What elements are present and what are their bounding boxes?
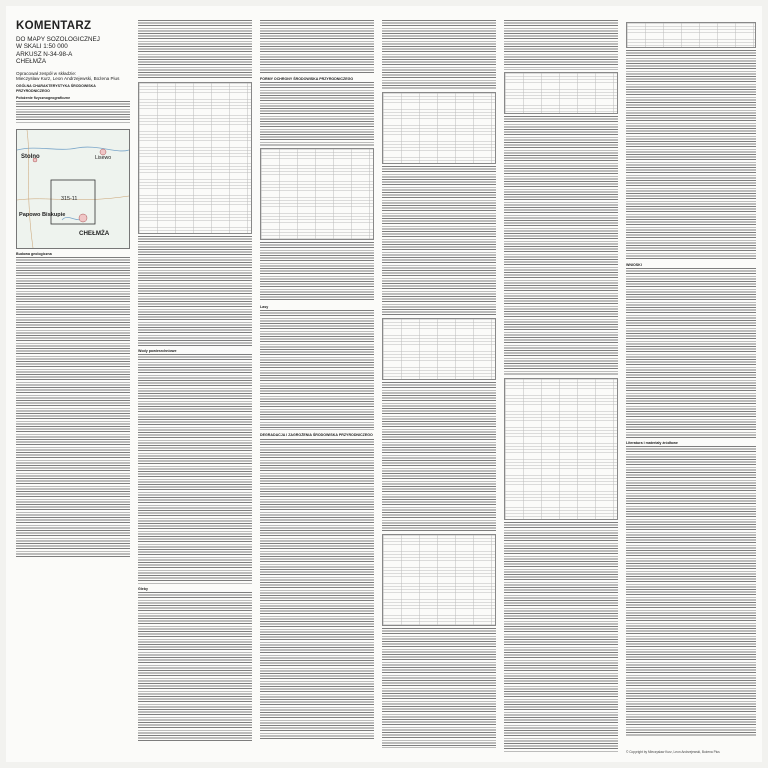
data-table: [382, 92, 496, 164]
body-text: [382, 628, 496, 748]
copyright-note: © Copyright by Mieczysław Kurz, Leon Andrzejewski, Bożena Pius: [626, 750, 720, 754]
section-climate: Położenie fizycznogeograficzne: [16, 95, 71, 100]
section-waters: Wody powierzchniowe: [138, 349, 177, 353]
body-text: [382, 382, 496, 532]
section-protection: FORMY OCHRONY ŚRODOWISKA PRZYRODNICZEGO: [260, 77, 354, 81]
body-text: [138, 236, 252, 346]
body-text: [260, 439, 374, 739]
section-geology: Budowa geologiczna: [16, 252, 52, 257]
body-text: [138, 354, 252, 584]
column-6: [626, 20, 756, 756]
scale-line: W SKALI 1:50 000: [16, 43, 68, 51]
body-text: [504, 116, 618, 376]
column-1: [16, 20, 130, 756]
map-place-stolno: Stolno: [21, 154, 40, 161]
body-text: [16, 257, 130, 557]
body-text: [260, 242, 374, 302]
data-table: [260, 148, 374, 240]
body-text: [626, 268, 756, 438]
map-place-papowo: Papowo Biskupie: [19, 212, 66, 219]
data-table: [504, 72, 618, 114]
body-text: [260, 310, 374, 430]
section-soils: Gleby: [138, 587, 148, 592]
authors-names: Mieczysław Kurz, Leon Andrzejewski, Bożena Pius: [16, 76, 120, 82]
subtitle-line: DO MAPY SOZOLOGICZNEJ: [16, 36, 100, 43]
body-text: [382, 166, 496, 316]
document-sheet: [6, 6, 762, 762]
section-literature: Literatura i materiały źródłowe: [626, 441, 678, 446]
body-text: [138, 20, 252, 80]
doc-subtitle: [16, 36, 130, 66]
section-general: OGÓLNA CHARAKTERYSTYKA ŚRODOWISKA PRZYRODNICZEGO: [16, 84, 96, 93]
data-table: [626, 22, 756, 48]
data-table: [382, 534, 496, 626]
body-text: [626, 50, 756, 260]
column-4: [382, 20, 496, 756]
doc-title: KOMENTARZ: [16, 20, 92, 32]
authors-label: Opracował zespół w składzie:: [16, 70, 77, 76]
body-text: [504, 522, 618, 752]
section-degradation: DEGRADACJA I ZAGROŻENIA ŚRODOWISKA PRZYRODNICZEGO: [260, 433, 373, 438]
body-text: [504, 20, 618, 70]
column-5: [504, 20, 618, 756]
data-table: [382, 318, 496, 380]
body-text: [260, 20, 374, 74]
data-table: [138, 82, 252, 234]
body-text: [16, 101, 130, 123]
location-map: [16, 129, 130, 249]
map-place-lisewo: Lisewo: [95, 155, 112, 162]
section-conclusions: WNIOSKI: [626, 263, 642, 267]
section-forests: Lasy: [260, 305, 269, 310]
data-table: [504, 378, 618, 520]
body-text: [382, 20, 496, 90]
column-3: [260, 20, 374, 756]
body-text: [626, 446, 756, 736]
body-text: [138, 592, 252, 742]
map-place-chelmza: CHEŁMŻA: [79, 230, 110, 238]
body-text: [260, 82, 374, 146]
map-sheet-label: 315-11: [61, 196, 78, 203]
column-2: [138, 20, 252, 756]
sheet-line: ARKUSZ N-34-98-A: [16, 50, 73, 58]
authors-block: [16, 71, 130, 82]
name-line: CHEŁMŻA: [16, 58, 47, 66]
